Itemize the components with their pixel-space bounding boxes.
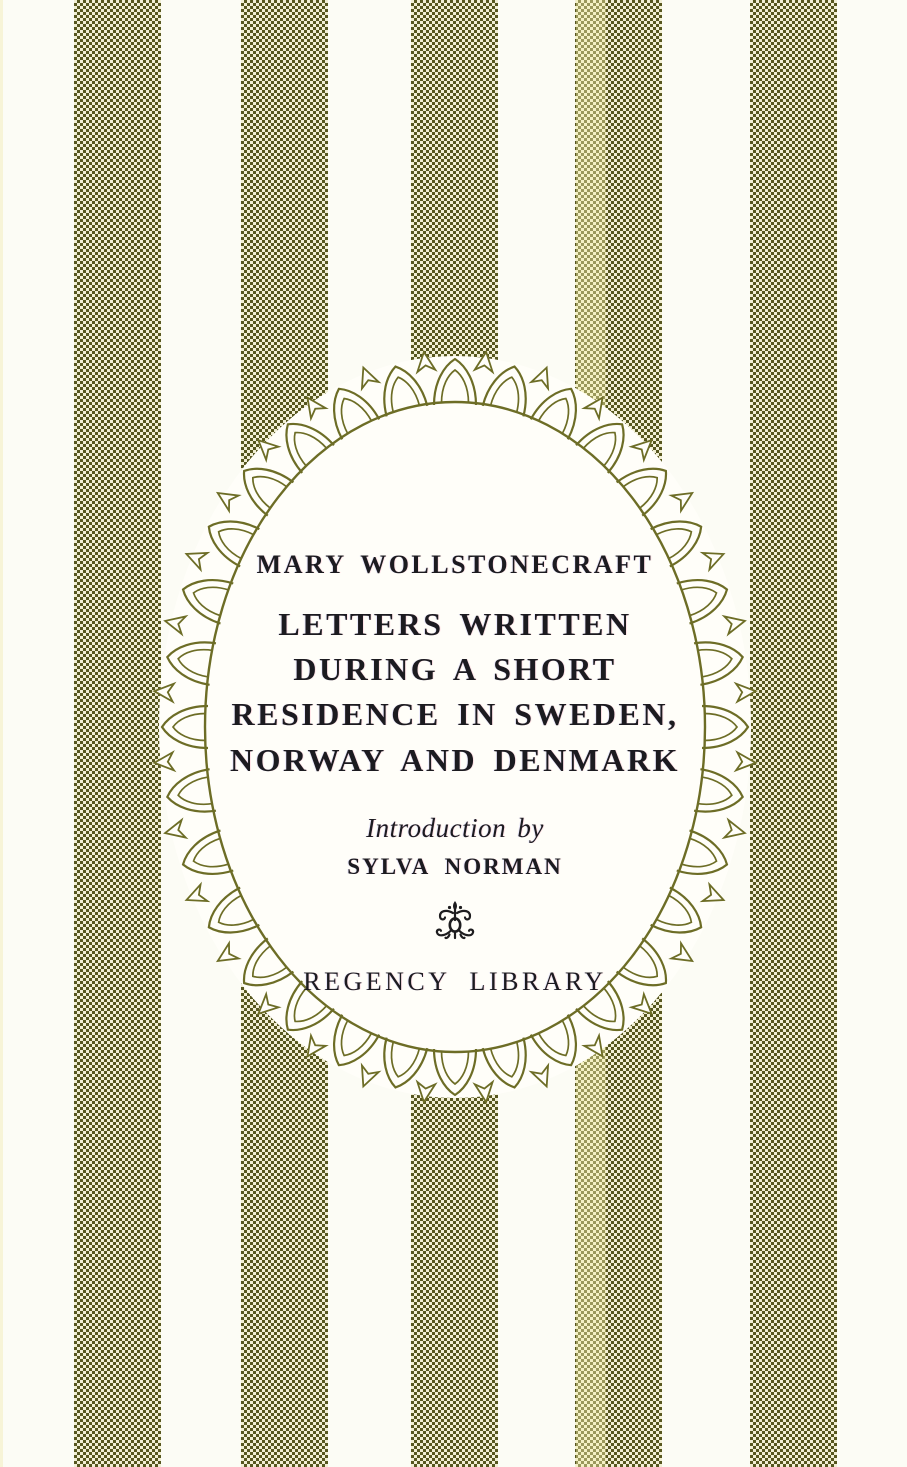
introduction-label: Introduction by	[366, 813, 544, 843]
title-line-4: NORWAY AND DENMARK	[230, 742, 680, 778]
stripe	[74, 0, 161, 1467]
author-name: MARY WOLLSTONECRAFT	[256, 550, 654, 579]
stripe	[750, 0, 837, 1467]
publisher-imprint: REGENCY LIBRARY	[303, 967, 607, 996]
title-line-1: LETTERS WRITTEN	[278, 606, 632, 642]
medallion-lace-border	[150, 343, 760, 1113]
title-line-2: DURING A SHORT	[293, 651, 617, 687]
title-line-3: RESIDENCE IN SWEDEN,	[231, 696, 679, 732]
introduction-author: SYLVA NORMAN	[347, 854, 563, 879]
scan-edge-artifact	[0, 0, 3, 1467]
